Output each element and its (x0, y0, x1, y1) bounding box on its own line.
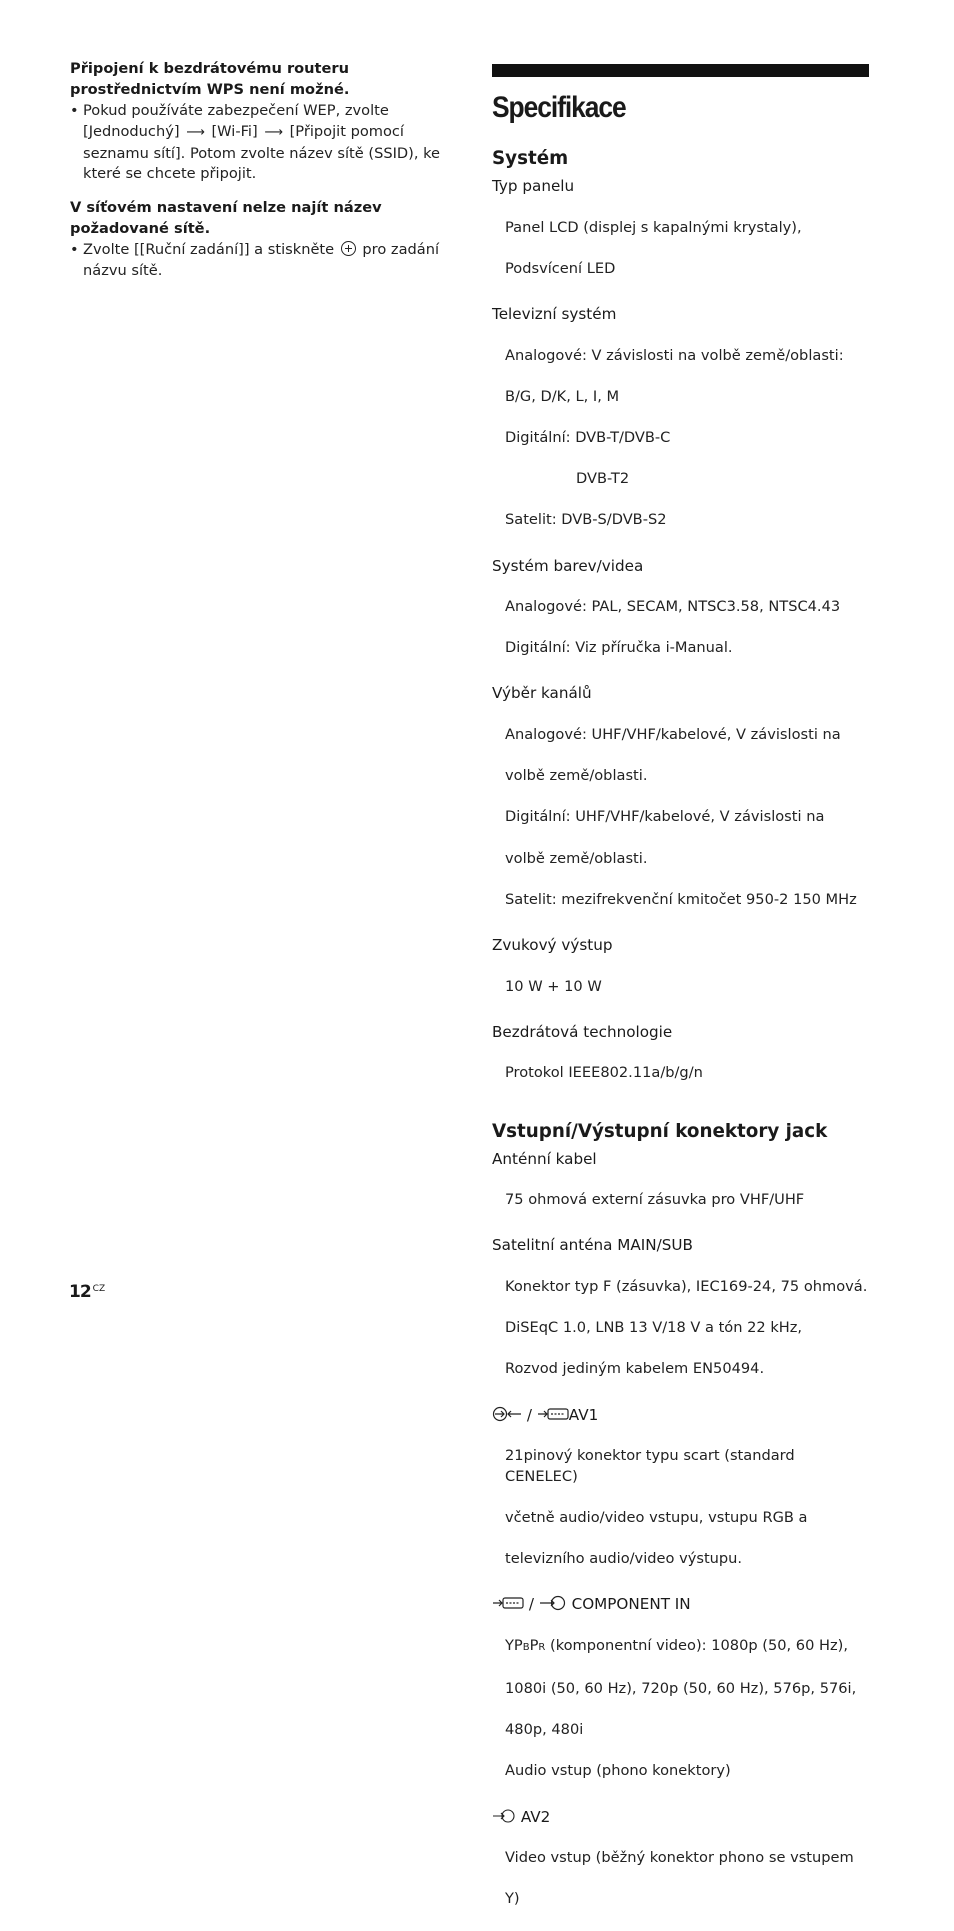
spec-value (492, 1256, 870, 1400)
component-label: COMPONENT IN (571, 1595, 691, 1614)
network-bullet (70, 240, 442, 282)
spec-line: Panel LCD (displej s kapalnými krystaly), (505, 218, 802, 236)
spec-line: Satelit: DVB-S/DVB-S2 (505, 511, 667, 529)
troubleshooting-column (70, 58, 442, 282)
spec-value (492, 1828, 870, 1931)
ypbpr-p: P (529, 1636, 539, 1654)
slash-separator: / (526, 1405, 532, 1424)
page-title: Specifikace (492, 91, 626, 124)
spec-satellite-antenna (492, 1235, 870, 1400)
spec-color-system (492, 556, 870, 680)
spec-av2 (492, 1807, 870, 1931)
network-bullet-text-1: Zvolte [[Ruční zadání]] a stiskněte (83, 241, 335, 259)
spec-line: Digitální: UHF/VHF/kabelové, V závislosti na (505, 808, 825, 826)
spec-sound-output (492, 935, 870, 1018)
spec-line: Satelit: mezifrekvenční kmitočet 950-2 150 MHz (505, 890, 857, 908)
spec-line: DVB-T2 (576, 470, 630, 488)
ypbpr-y: YP (505, 1636, 523, 1654)
wps-bullet (70, 101, 442, 185)
spec-line: B/G, D/K, L, I, M (505, 387, 620, 405)
spec-label: Zvukový výstup (492, 936, 613, 954)
title-rule (492, 64, 869, 77)
spec-value (492, 197, 870, 300)
spec-value (492, 1170, 870, 1232)
enter-button-icon (341, 241, 356, 256)
arrow-right-icon: ⟶ (186, 124, 205, 140)
wps-heading: Připojení k bezdrátovému routeru prostřednictvím WPS není možné. (70, 60, 350, 98)
ypbpr-b: B (522, 1641, 530, 1653)
spec-label (492, 1807, 870, 1828)
spec-line: volbě země/oblasti. (505, 849, 648, 867)
spec-value (492, 956, 870, 1018)
wps-bullet-text-3: [Připojit pomocí seznamu sítí]. Potom zvolte název sítě (SSID), ke které se chcete připojit. (83, 122, 441, 183)
av1-label: AV1 (568, 1405, 599, 1424)
spec-label: Bezdrátová technologie (492, 1022, 673, 1041)
input-icon (492, 1808, 516, 1824)
page-number (69, 1282, 105, 1302)
spec-line: Podsvícení LED (505, 259, 616, 277)
bullet-dot: • (70, 102, 79, 119)
spec-line: 10 W + 10 W (505, 977, 602, 995)
ypbpr-r: R (538, 1641, 546, 1653)
spec-line: televizního audio/video výstupu. (505, 1550, 743, 1568)
spec-line: Digitální: Viz příručka i-Manual. (505, 639, 733, 657)
input-icon (539, 1595, 567, 1611)
component-input-icon (492, 1595, 524, 1611)
spec-line: 1080i (50, 60 Hz), 720p (50, 60 Hz), 576p, 576i, (505, 1680, 857, 1698)
arrow-right-icon: ⟶ (264, 124, 283, 140)
spec-value (492, 1615, 870, 1802)
spec-value (492, 1426, 870, 1591)
spec-line: Rozvod jediným kabelem EN50494. (505, 1360, 765, 1378)
spec-line: volbě země/oblasti. (505, 767, 648, 785)
scart-output-icon (537, 1406, 569, 1422)
spec-line: 75 ohmová externí zásuvka pro VHF/UHF (505, 1191, 805, 1209)
spec-label (492, 1594, 870, 1615)
spec-line: Audio vstup (phono konektory) (505, 1762, 731, 1780)
wps-bullet-text-1: Pokud používáte zabezpečení WEP, zvolte [Jednoduchý] (83, 102, 389, 140)
spec-line: Digitální: DVB-T/DVB-C (505, 428, 671, 446)
spec-line: 480p, 480i (505, 1721, 584, 1739)
spec-label: Televizní systém (492, 304, 617, 323)
bullet-dot: • (70, 241, 79, 259)
connectors-heading: Vstupní/Výstupní konektory jack (492, 1120, 828, 1142)
spec-value (492, 325, 870, 552)
page-number-value: 12 (69, 1282, 91, 1302)
spec-label: Anténní kabel (492, 1149, 597, 1168)
spec-line: Analogové: V závislosti na volbě země/oblasti: (505, 346, 844, 364)
spec-label (492, 1405, 870, 1426)
spec-component-in (492, 1594, 870, 1802)
system-heading: Systém (492, 148, 569, 169)
spec-label: Satelitní anténa MAIN/SUB (492, 1236, 693, 1255)
spec-value (492, 1043, 870, 1105)
component-line-rest: (komponentní video): 1080p (50, 60 Hz), (545, 1636, 848, 1654)
scart-io-icon (492, 1406, 522, 1422)
spec-wireless (492, 1022, 870, 1105)
page-language: CZ (92, 1284, 106, 1294)
network-bullet-text-2: pro zadání názvu sítě. (83, 241, 440, 279)
spec-label: Výběr kanálů (492, 684, 592, 703)
spec-antenna (492, 1149, 870, 1232)
wps-bullet-text-2: [Wi-Fi] (211, 122, 258, 140)
spec-line: včetně audio/video vstupu, vstupu RGB a (505, 1508, 808, 1526)
spec-label: Typ panelu (492, 177, 575, 195)
spec-line: Konektor typ F (zásuvka), IEC169-24, 75 ohmová. (505, 1277, 868, 1295)
spec-av1 (492, 1405, 870, 1591)
slash-separator: / (528, 1595, 534, 1614)
spec-line (505, 1636, 870, 1659)
spec-line: Y) (505, 1890, 520, 1908)
spec-line: DiSEqC 1.0, LNB 13 V/18 V a tón 22 kHz, (505, 1319, 803, 1337)
spec-tv-system (492, 304, 870, 552)
spec-line: Analogové: UHF/VHF/kabelové, V závislosti na (505, 726, 841, 744)
specifications-column (492, 64, 870, 1931)
spec-value (492, 577, 870, 680)
spec-value (492, 704, 870, 931)
spec-line: Analogové: PAL, SECAM, NTSC3.58, NTSC4.43 (505, 598, 841, 616)
spec-line: 21pinový konektor typu scart (standard CENELEC) (505, 1447, 795, 1485)
network-heading: V síťovém nastavení nelze najít název požadované sítě. (70, 199, 382, 238)
spec-line: Protokol IEEE802.11a/b/g/n (505, 1064, 703, 1082)
spec-label: Systém barev/videa (492, 556, 644, 575)
av2-label: AV2 (520, 1807, 551, 1826)
spec-channel-coverage (492, 683, 870, 931)
spec-line: Video vstup (běžný konektor phono se vstupem (505, 1849, 854, 1867)
spec-panel-type (492, 176, 870, 300)
